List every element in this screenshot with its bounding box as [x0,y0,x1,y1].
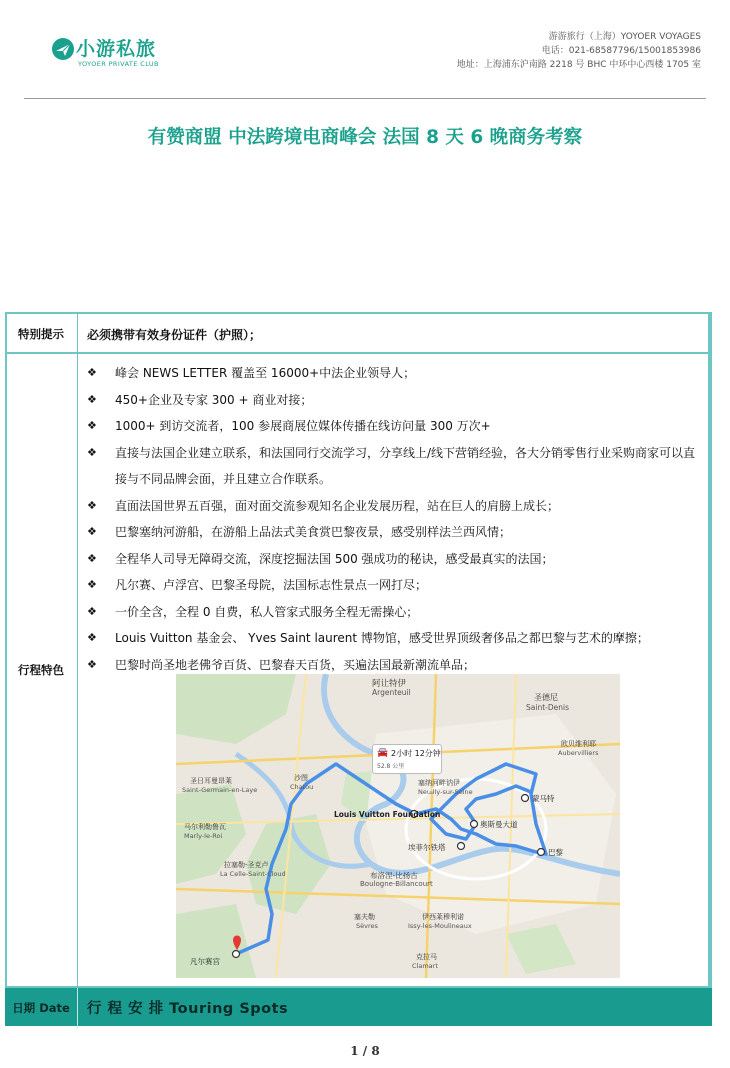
itinerary-table [5,312,712,1026]
list-item: ❖ 凡尔赛、卢浮宫、巴黎圣母院，法国标志性景点一网打尽； [85,572,705,599]
date-label: 日期 Date [12,1001,70,1015]
logo-text-en: YOYOER PRIVATE CLUB [78,60,159,68]
map-label: Boulogne-Billancourt [360,880,433,888]
column-divider [77,354,78,986]
map-label: 塞夫勒 [354,913,375,921]
map-label: 马尔利勒鲁瓦 [184,823,226,831]
company-info [457,30,701,72]
map-label: Neuilly-sur-Seine [418,788,473,796]
logo-text-cn: 小游私旅 [76,38,157,60]
route-info-bubble [372,744,442,774]
features-list [85,360,705,678]
map-label: 圣德尼 [534,693,558,702]
map-label: Issy-les-Moulineaux [408,922,472,930]
map-label: 布洛涅-比扬古 [370,871,418,880]
bullet-diamond-icon: ❖ [87,498,97,512]
map-label: 沙图 [294,774,308,782]
company-phone: 电话：021-68587796/15001853986 [541,46,701,56]
map-label: 埃菲尔铁塔 [408,843,446,852]
bullet-diamond-icon: ❖ [87,419,97,432]
notice-text: 必须携带有效身份证件（护照）； [87,328,262,342]
list-item: ❖ 直面法国世界五百强，面对面交流参观知名企业发展历程，站在巨人的肩膀上成长； [85,493,705,520]
schedule-header-row [5,986,712,1026]
map-label: 伊西莱穆利诺 [422,913,464,921]
list-item: ❖ Louis Vuitton 基金会、 Yves Saint laurent 博物馆，感受世界顶级奢侈品之都巴黎与艺术的摩擦； [85,625,705,652]
map-label: 阿让特伊 [372,679,407,689]
list-item: ❖ 巴黎塞纳河游船，在游船上品法式美食赏巴黎夜景，感受别样法兰西风情； [85,519,705,546]
map-label: 奥斯曼大道 [480,820,518,829]
header-divider [24,98,706,99]
map-label: Argenteuil [372,688,411,697]
bullet-diamond-icon: ❖ [87,366,97,379]
bullet-diamond-icon: ❖ [87,551,97,565]
route-time: 2小时 12分钟 [391,749,441,758]
map-label: 拉塞勒-圣克卢 [224,861,269,869]
map-label: Clamart [412,962,438,970]
map-label: Marly-le-Roi [184,832,223,840]
schedule-heading: 行 程 安 排 Touring Spots [87,1001,289,1017]
company-name: 游游旅行（上海）YOYOER VOYAGES [548,32,701,42]
column-divider [77,988,78,1028]
map-label: 凡尔赛宫 [190,957,220,966]
map-label: Chatou [290,783,314,791]
map-label: Saint-Germain-en-Laye [182,786,258,794]
map-label: Aubervilliers [558,749,599,757]
company-address: 地址：上海浦东沪南路 2218 号 BHC 中环中心西楼 1705 室 [456,60,701,70]
company-logo [50,34,220,74]
logo-plane-icon [50,36,76,62]
page-number: 1 / 8 [350,1044,380,1058]
list-item: ❖ 1000+ 到访交流者，100 参展商展位媒体传播在线访问量 300 万次+ [85,413,705,440]
map-label: Louis Vuitton Foundation [334,810,441,819]
map-label: Sèvres [356,922,378,930]
map-label: 蒙马特 [532,794,555,803]
list-item: ❖ 直接与法国企业建立联系，和法国同行交流学习，分享线上/线下营销经验，各大分销零售行业采购商家可以直接与不同品牌会面，并且建立合作联系。 [85,440,705,493]
list-item: ❖ 全程华人司导无障碍交流，深度挖掘法国 500 强成功的秘诀，感受最真实的法国； [85,546,705,573]
map-label: 塞纳河畔讷伊 [418,779,460,787]
bullet-diamond-icon: ❖ [87,525,97,538]
car-icon: 🚘 [377,748,389,758]
map-label: 巴黎 [548,848,563,857]
bullet-diamond-icon: ❖ [87,604,97,618]
map-label: 欧贝维利耶 [561,740,596,748]
features-label: 行程特色 [18,663,64,677]
route-map-svg [176,674,620,978]
notice-row [5,312,712,354]
list-item: ❖ 450+企业及专家 300 + 商业对接； [85,387,705,414]
map-label: Saint-Denis [526,703,569,712]
bullet-diamond-icon: ❖ [87,657,97,671]
list-item: ❖ 一价全含，全程 0 自费，私人管家式服务全程无需操心； [85,599,705,626]
bullet-diamond-icon: ❖ [87,445,97,459]
bullet-diamond-icon: ❖ [87,392,97,406]
route-distance: 52.8 公里 [377,763,405,770]
bullet-diamond-icon: ❖ [87,578,97,591]
map-label: La Celle-Saint-Cloud [220,870,286,878]
bullet-diamond-icon: ❖ [87,631,97,644]
notice-label: 特别提示 [18,327,64,341]
route-map [176,674,620,978]
document-title: 有赞商盟 中法跨境电商峰会 法国 8 天 6 晚商务考察 [147,127,583,148]
list-item: ❖ 峰会 NEWS LETTER 覆盖至 16000+中法企业领导人； [85,360,705,387]
list-item: ❖ 巴黎时尚圣地老佛爷百货、巴黎春天百货，买遍法国最新潮流单品； [85,652,705,679]
column-divider [77,314,78,352]
map-label: 圣日耳曼昂莱 [190,777,232,785]
map-label: 克拉马 [416,953,437,961]
